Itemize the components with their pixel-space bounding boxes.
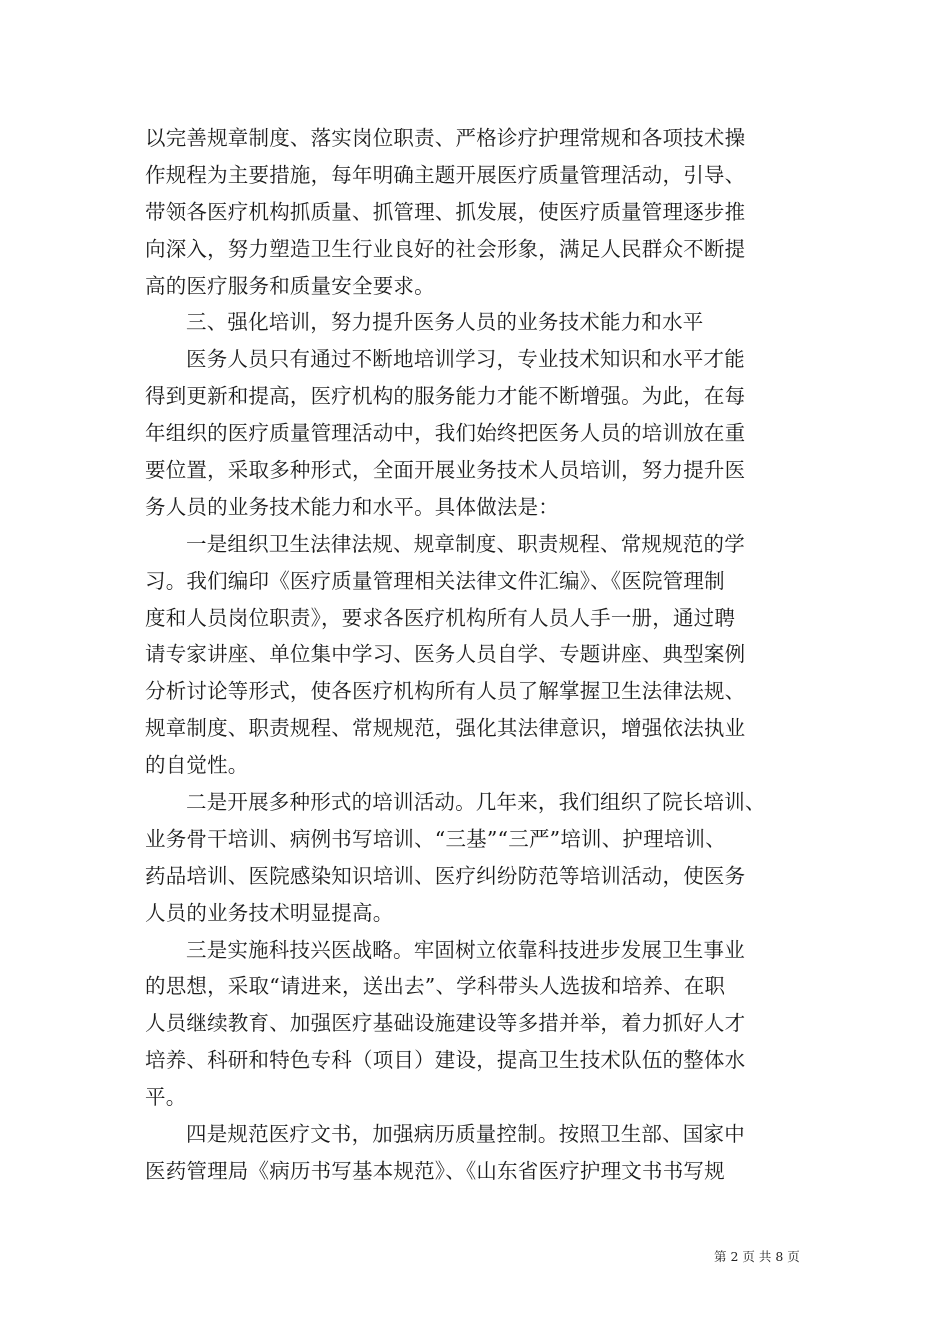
text-line: 二是开展多种形式的培训活动。几年来，我们组织了院长培训、 xyxy=(186,790,766,815)
text-line: 三是实施科技兴医战略。牢固树立依靠科技进步发展卫生事业 xyxy=(186,937,745,962)
text-line: 请专家讲座、单位集中学习、医务人员自学、专题讲座、典型案例 xyxy=(145,642,746,667)
text-line: 培养、科研和特色专科（项目）建设，提高卫生技术队伍的整体水 xyxy=(145,1048,746,1073)
text-line: 四是规范医疗文书，加强病历质量控制。按照卫生部、国家中 xyxy=(186,1122,745,1147)
text-line: 医药管理局《病历书写基本规范》、《山东省医疗护理文书书写规 xyxy=(145,1158,725,1183)
text-line: 高的医疗服务和质量安全要求。 xyxy=(145,273,435,298)
page-number-footer: 第 2 页 共 8 页 xyxy=(714,1249,800,1264)
text-line: 年组织的医疗质量管理活动中，我们始终把医务人员的培训放在重 xyxy=(145,421,746,446)
text-line: 人员的业务技术明显提高。 xyxy=(145,900,394,925)
text-line: 一是组织卫生法律法规、规章制度、职责规程、常规规范的学 xyxy=(186,531,745,556)
text-line: 以完善规章制度、落实岗位职责、严格诊疗护理常规和各项技术操 xyxy=(145,126,746,150)
text-line: 的思想，采取“请进来，送出去”、学科带头人选拔和培养、在职 xyxy=(145,974,726,999)
text-line: 习。我们编印《医疗质量管理相关法律文件汇编》、《医院管理制 xyxy=(145,568,725,593)
text-line: 人员继续教育、加强医疗基础设施建设等多措并举，着力抓好人才 xyxy=(145,1011,746,1036)
text-line: 三、强化培训，努力提升医务人员的业务技术能力和水平 xyxy=(186,310,704,335)
text-line: 务人员的业务技术能力和水平。具体做法是： xyxy=(145,494,559,519)
text-line: 医务人员只有通过不断地培训学习，专业技术知识和水平才能 xyxy=(186,347,745,372)
text-line: 带领各医疗机构抓质量、抓管理、抓发展，使医疗质量管理逐步推 xyxy=(145,199,746,224)
text-line: 向深入，努力塑造卫生行业良好的社会形象，满足人民群众不断提 xyxy=(145,236,746,261)
text-line: 药品培训、医院感染知识培训、医疗纠纷防范等培训活动，使医务 xyxy=(145,863,746,888)
text-line: 的自觉性。 xyxy=(145,753,249,778)
text-line: 分析讨论等形式，使各医疗机构所有人员了解掌握卫生法律法规、 xyxy=(145,679,746,704)
text-line: 平。 xyxy=(145,1085,187,1110)
text-line: 作规程为主要措施，每年明确主题开展医疗质量管理活动，引导、 xyxy=(145,162,746,187)
document-body xyxy=(145,120,810,1190)
text-line: 业务骨干培训、病例书写培训、“三基”“三严”培训、护理培训、 xyxy=(145,826,726,851)
text-line: 要位置，采取多种形式，全面开展业务技术人员培训，努力提升医 xyxy=(145,458,746,483)
text-line: 规章制度、职责规程、常规规范，强化其法律意识，增强依法执业 xyxy=(145,716,746,741)
text-line: 度和人员岗位职责》，要求各医疗机构所有人员人手一册，通过聘 xyxy=(145,605,736,630)
text-line: 得到更新和提高，医疗机构的服务能力才能不断增强。为此，在每 xyxy=(145,384,746,409)
